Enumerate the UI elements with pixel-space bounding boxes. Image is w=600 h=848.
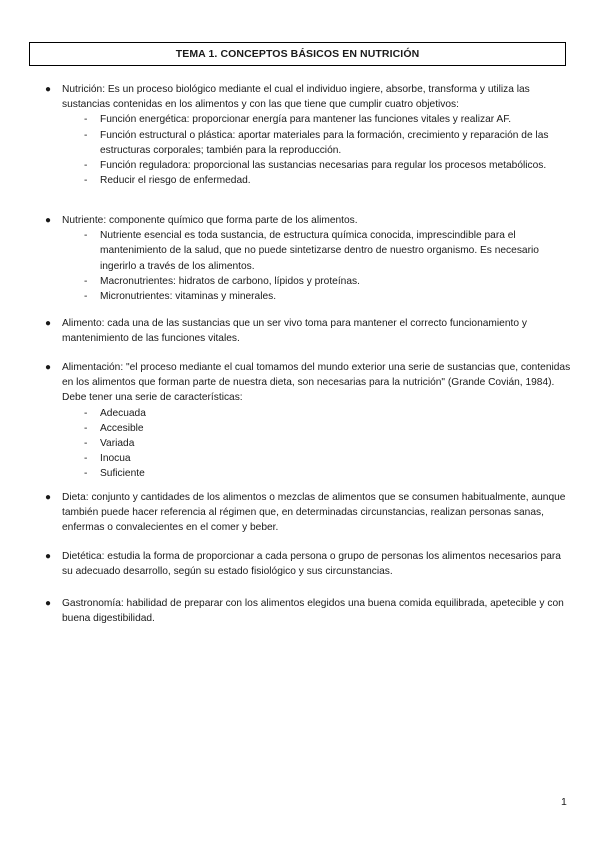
dash-icon: -: [84, 175, 88, 187]
page-title: TEMA 1. CONCEPTOS BÁSICOS EN NUTRICIÓN: [29, 42, 566, 66]
list-item: - Función reguladora: proporcional las sustancias necesarias para regular los procesos metabólicos.: [62, 158, 572, 173]
bullet-icon: ●: [45, 551, 52, 562]
list-item: - Función energética: proporcionar energía para mantener las funciones vitales y realizar AF.: [62, 112, 572, 127]
dash-icon: -: [84, 468, 88, 480]
dash-icon: -: [84, 407, 88, 419]
definition-nutriente: [45, 213, 572, 304]
dash-icon: -: [84, 453, 88, 465]
definition-text: Dietética: estudia la forma de proporcionar a cada persona o grupo de personas los alimentos necesarios para su adecuado desarrollo, según su estado fisiológico y sus circunstancias.: [62, 551, 561, 578]
list-item: - Accesible: [62, 421, 572, 436]
dash-icon: -: [84, 275, 88, 287]
bullet-icon: ●: [45, 84, 52, 95]
dash-icon: -: [84, 129, 88, 141]
list-item: - Suficiente: [62, 466, 572, 481]
dash-icon: -: [84, 114, 88, 126]
bullet-icon: ●: [45, 215, 52, 226]
bullet-icon: ●: [45, 362, 52, 373]
definition-text: Nutriente: componente químico que forma parte de los alimentos.: [62, 215, 358, 226]
definition-text: Alimentación: "el proceso mediante el cual tomamos del mundo exterior una serie de sustancias que, contenidas en los alimentos que forman parte de nuestra dieta, son necesarias para la nutrición" (Grande Covián, 1984). Debe tener una serie de características:: [62, 362, 571, 404]
dash-icon: -: [84, 230, 88, 242]
definition-alimento: [45, 316, 572, 346]
dash-icon: -: [84, 160, 88, 172]
list-item: - Macronutrientes: hidratos de carbono, lípidos y proteínas.: [62, 274, 572, 289]
definition-nutricion: [45, 82, 572, 188]
definition-text: Nutrición: Es un proceso biológico mediante el cual el individuo ingiere, absorbe, transforma y utiliza las sustancias contenidas en los alimentos y con las que tiene que cumplir cuatro objetivos:: [62, 84, 530, 111]
definition-text: Dieta: conjunto y cantidades de los alimentos o mezclas de alimentos que se consumen habitualmente, aunque también puede hacer referencia al régimen que, en determinadas circunstancias, realizan personas sanas, enfermas o convalecientes en el comer y beber.: [62, 492, 566, 534]
definition-dietetica: [45, 549, 572, 579]
bullet-icon: ●: [45, 492, 52, 503]
list-item: - Inocua: [62, 451, 572, 466]
list-item: - Nutriente esencial es toda sustancia, de estructura química conocida, imprescindible para el mantenimiento de la salud, que no puede sintetizarse dentro de nuestro organismo. Es necesario ingerirlo a través de los alimentos.: [84, 230, 539, 272]
page-number: 1: [561, 796, 567, 808]
list-item: - Micronutrientes: vitaminas y minerales.: [62, 289, 572, 304]
list-item: - Reducir el riesgo de enfermedad.: [62, 173, 572, 188]
list-item: - Adecuada: [62, 406, 572, 421]
bullet-icon: ●: [45, 598, 52, 609]
dash-icon: -: [84, 291, 88, 303]
dash-icon: -: [84, 438, 88, 450]
list-item: - Variada: [62, 436, 572, 451]
definition-gastronomia: [45, 596, 572, 626]
definition-text: Gastronomía: habilidad de preparar con los alimentos elegidos una buena comida equilibrada, apetecible y con buena digestibilidad.: [62, 598, 564, 625]
definition-dieta: [45, 490, 572, 536]
definition-alimentacion: [45, 360, 572, 482]
list-item: - Función estructural o plástica: aportar materiales para la formación, crecimiento y reparación de las estructuras corporales; también para la reproducción.: [84, 129, 549, 156]
bullet-icon: ●: [45, 318, 52, 329]
definition-text: Alimento: cada una de las sustancias que un ser vivo toma para mantener el correcto funcionamiento y mantenimiento de las funciones vitales.: [62, 318, 527, 345]
dash-icon: -: [84, 422, 88, 434]
